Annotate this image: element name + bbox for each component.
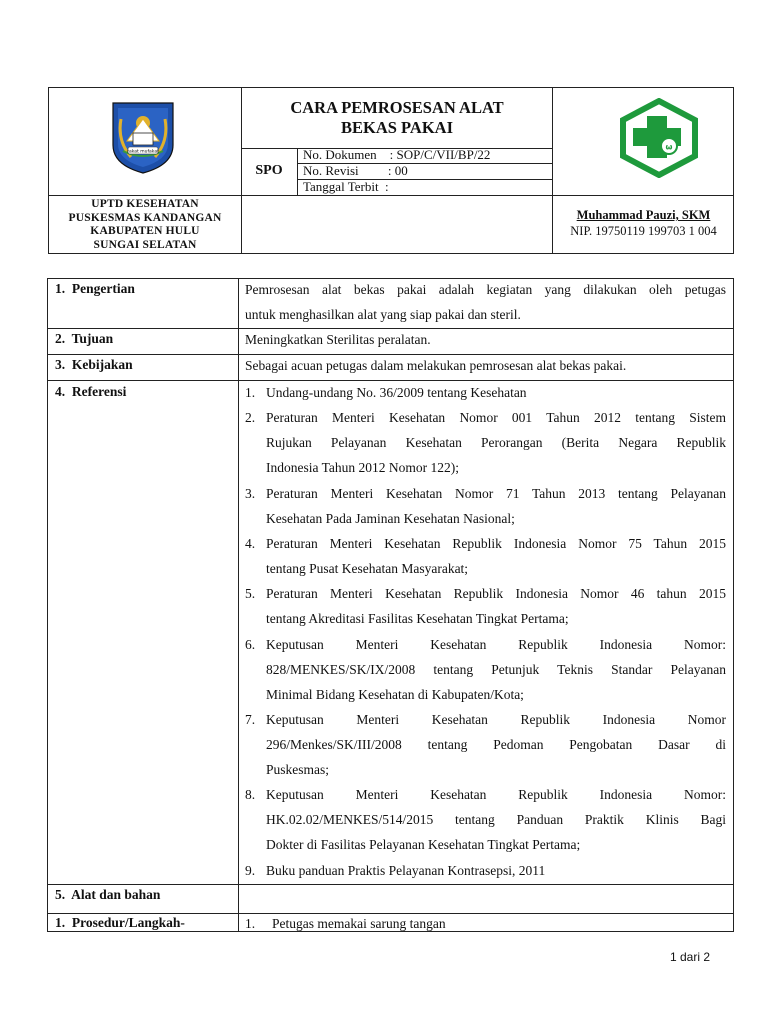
signatory-name: Muhammad Pauzi, SKM (576, 208, 711, 222)
text-line: untuk menghasilkan alat yang siap pakai dan steril. (245, 307, 521, 322)
org-line: SUNGAI SELATAN (93, 239, 197, 252)
reference-item (245, 380, 726, 405)
text-line: Peraturan Menteri Kesehatan Republik Indonesia Nomor 75 Tahun 2015 (266, 536, 726, 551)
doc-number-field: No. Dokumen : SOP/C/VII/BP/22 (303, 147, 491, 162)
kebijakan-text: Sebagai acuan petugas dalam melakukan pemrosesan alat bekas pakai. (245, 358, 627, 373)
text-line: tentang Akreditasi Fasilitas Kesehatan Tingkat Pertama; (266, 611, 569, 626)
organization-name (49, 198, 241, 253)
reference-item (245, 581, 726, 631)
text-line: Keputusan Menteri Kesehatan Republik Indonesia Nomor: (266, 637, 726, 652)
text-line: Buku panduan Praktis Pelayanan Kontrasepsi, 2011 (266, 863, 546, 878)
org-line: KABUPATEN HULU (90, 225, 200, 238)
text-line: Peraturan Menteri Kesehatan Nomor 001 Tahun 2012 tentang Sistem (266, 410, 726, 425)
title-line: CARA PEMROSESAN ALAT (290, 98, 504, 117)
signatory-nip: NIP. 19750119 199703 1 004 (570, 224, 717, 238)
row-label-prosedur: 1. Prosedur/Langkah- (55, 915, 185, 930)
row-label-referensi: 4. Referensi (55, 384, 127, 399)
text-line: 296/Menkes/SK/III/2008 tentang Pedoman Pengobatan Dasar di (266, 737, 726, 752)
reference-item (245, 531, 726, 581)
svg-text:rakat mufakat: rakat mufakat (127, 149, 159, 155)
spo-label: SPO (255, 163, 283, 178)
text-line: Dokter di Fasilitas Pelayanan Kesehatan Tingkat Pertama; (266, 837, 581, 852)
text-line: Keputusan Menteri Kesehatan Republik Indonesia Nomor: (266, 787, 726, 802)
puskesmas-logo-cell (553, 88, 734, 195)
list-number: 8. (245, 787, 256, 802)
table-row-divider (48, 884, 733, 885)
puskesmas-logo (617, 98, 701, 178)
header-divider (49, 195, 734, 196)
text-line: tentang Pusat Kesehatan Masyarakat; (266, 561, 469, 576)
reference-item (245, 707, 726, 782)
text-line: Peraturan Menteri Kesehatan Nomor 71 Tahun 2013 tentang Pelayanan (266, 486, 726, 501)
text-line: HK.02.02/MENKES/514/2015 tentang Panduan Praktik Klinis Bagi (266, 812, 726, 827)
pengertian-text (245, 277, 726, 327)
text-line: Indonesia Tahun 2012 Nomor 122); (266, 460, 460, 475)
text-line: Pemrosesan alat bekas pakai adalah kegiatan yang dilakukan oleh petugas (245, 282, 726, 297)
text-line: Puskesmas; (266, 762, 330, 777)
list-number: 4. (245, 536, 256, 551)
text-line: Peraturan Menteri Kesehatan Republik Indonesia Nomor 46 tahun 2015 (266, 586, 726, 601)
title-line: BEKAS PAKAI (340, 118, 453, 137)
list-number: 3. (245, 486, 256, 501)
issue-date-field: Tanggal Terbit : (303, 179, 389, 194)
text-line: Rujukan Pelayanan Kesehatan Perorangan (Berita Negara Republik (266, 435, 726, 450)
org-line: UPTD KESEHATAN (91, 198, 199, 210)
document-title (241, 98, 553, 138)
svg-text:ω: ω (665, 142, 673, 152)
revision-field: No. Revisi : 00 (303, 163, 408, 178)
row-label-alat-bahan: 5. Alat dan bahan (55, 887, 161, 902)
document-header (48, 87, 734, 254)
row-label-kebijakan: 3. Kebijakan (55, 357, 133, 372)
reference-item (245, 481, 726, 531)
reference-item (245, 858, 726, 883)
regional-emblem-logo (109, 101, 177, 175)
list-number: 9. (245, 863, 256, 878)
table-column-divider (238, 279, 239, 931)
header-divider (297, 148, 298, 196)
list-number: 7. (245, 712, 256, 727)
list-number: 5. (245, 586, 256, 601)
list-number: 2. (245, 410, 256, 425)
row-label-pengertian: 1. Pengertian (55, 281, 135, 296)
reference-item (245, 405, 726, 480)
row-label-tujuan: 2. Tujuan (55, 331, 114, 346)
text-line: Minimal Bidang Kesehatan di Kabupaten/Kota; (266, 687, 524, 702)
reference-item (245, 782, 726, 857)
text-line: Undang-undang No. 36/2009 tentang Kesehatan (266, 385, 527, 400)
sop-content-table (47, 278, 734, 932)
page-number: 1 dari 2 (669, 950, 710, 964)
text-line: Kesehatan Pada Jaminan Kesehatan Nasional; (266, 511, 515, 526)
text-line: 828/MENKES/SK/IX/2008 tentang Petunjuk Teknis Standar Pelayanan (266, 662, 726, 677)
tujuan-text: Meningkatkan Sterilitas peralatan. (245, 332, 431, 347)
list-number: 6. (245, 637, 256, 652)
prosedur-first-step: 1. Petugas memakai sarung tangan (245, 916, 446, 931)
reference-item (245, 632, 726, 707)
org-line: PUSKESMAS KANDANGAN (68, 211, 222, 224)
text-line: Keputusan Menteri Kesehatan Republik Indonesia Nomor (266, 712, 726, 727)
list-number: 1. (245, 385, 256, 400)
